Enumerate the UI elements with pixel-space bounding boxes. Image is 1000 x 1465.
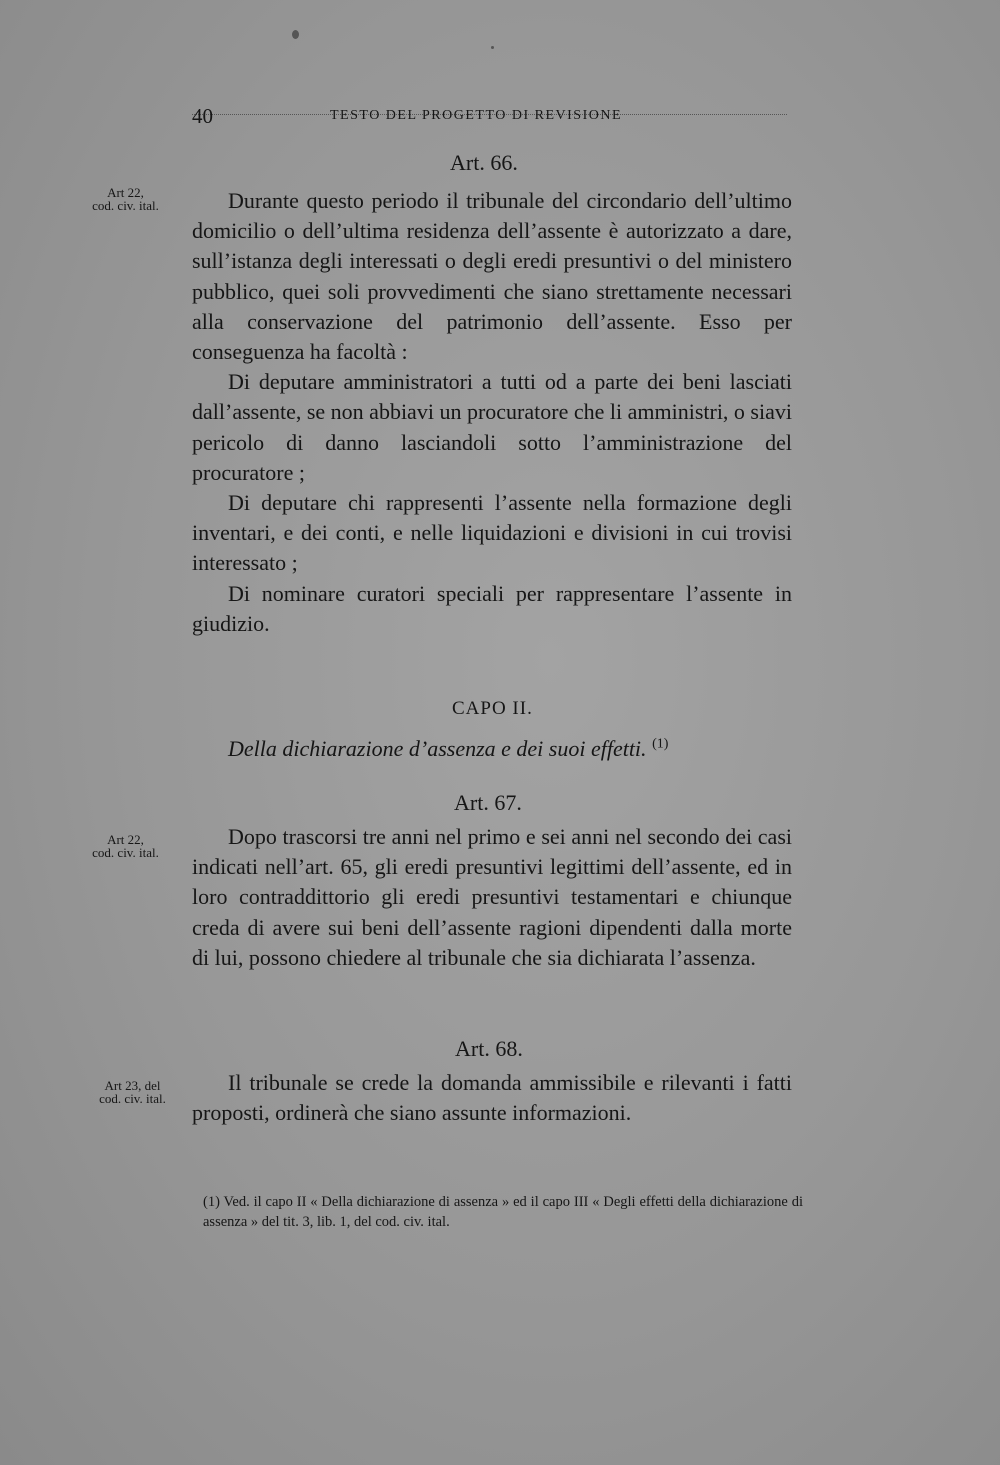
article-67-body	[192, 822, 792, 973]
ink-speck	[491, 46, 494, 49]
chapter-title: CAPO II.	[452, 698, 533, 719]
footnote: (1) Ved. il capo II « Della dichiarazione di assenza » ed il capo III « Degli effetti della dichiarazione di assenza » del tit. 3, lib. 1, del cod. civ. ital.	[203, 1194, 803, 1230]
page-number: 40	[192, 104, 213, 128]
article-66-paragraph: Di deputare chi rappresenti l’assente nella formazione degli inventari, e dei conti, e nelle liquidazioni e divisioni in cui trovisi interessato ;	[192, 490, 792, 576]
margin-note-art-66: Art 22, cod. civ. ital.	[92, 185, 159, 213]
article-66-paragraph: Di nominare curatori speciali per rappresentare l’assente in giudizio.	[192, 580, 792, 636]
article-66-body	[192, 186, 792, 639]
running-title: TESTO DEL PROGETTO DI REVISIONE	[330, 108, 623, 123]
article-66-paragraph: Durante questo periodo il tribunale del circondario dell’ultimo domicilio o dell’ultima residenza dell’assente è autorizzato a dare, sull’istanza degli interessati o degli eredi presuntivi o del ministero pubblico, quei soli provvedimenti che siano strettamente necessari alla conservazione del patrimonio dell’assente. Esso per conseguenza ha facoltà :	[192, 188, 792, 365]
article-68-paragraph: Il tribunale se crede la domanda ammissibile e rilevanti i fatti proposti, ordinerà che siano assunte informazioni.	[192, 1070, 792, 1126]
margin-note-art-67: Art 22, cod. civ. ital.	[92, 832, 159, 860]
article-66-heading: Art. 66.	[450, 150, 518, 175]
article-67-heading: Art. 67.	[454, 790, 522, 815]
page-header	[192, 104, 787, 128]
chapter-subtitle: Della dichiarazione d’assenza e dei suoi effetti. $^{(1)}$	[228, 736, 669, 761]
article-68-heading: Art. 68.	[455, 1036, 523, 1061]
footnote-reference: (1)	[652, 736, 669, 752]
article-66-paragraph: Di deputare amministratori a tutti od a parte dei beni lasciati dall’assente, se non abbiavi un procuratore che li amministri, o siavi pericolo di danno lasciandoli sotto l’amministrazione del procuratore ;	[192, 369, 792, 485]
article-67-paragraph: Dopo trascorsi tre anni nel primo e sei anni nel secondo dei casi indicati nell’art. 65, gli eredi presuntivi legittimi dell’assente, ed in loro contraddittorio gli eredi presuntivi testamentari e chiunque creda di avere sui beni dell’assente ragioni dipendenti dalla morte di lui, possono chiedere al tribunale che sia dichiarata l’assenza.	[192, 824, 792, 970]
ink-speck	[292, 30, 299, 39]
margin-note-art-68: Art 23, del cod. civ. ital.	[99, 1078, 166, 1106]
article-68-body	[192, 1068, 792, 1128]
